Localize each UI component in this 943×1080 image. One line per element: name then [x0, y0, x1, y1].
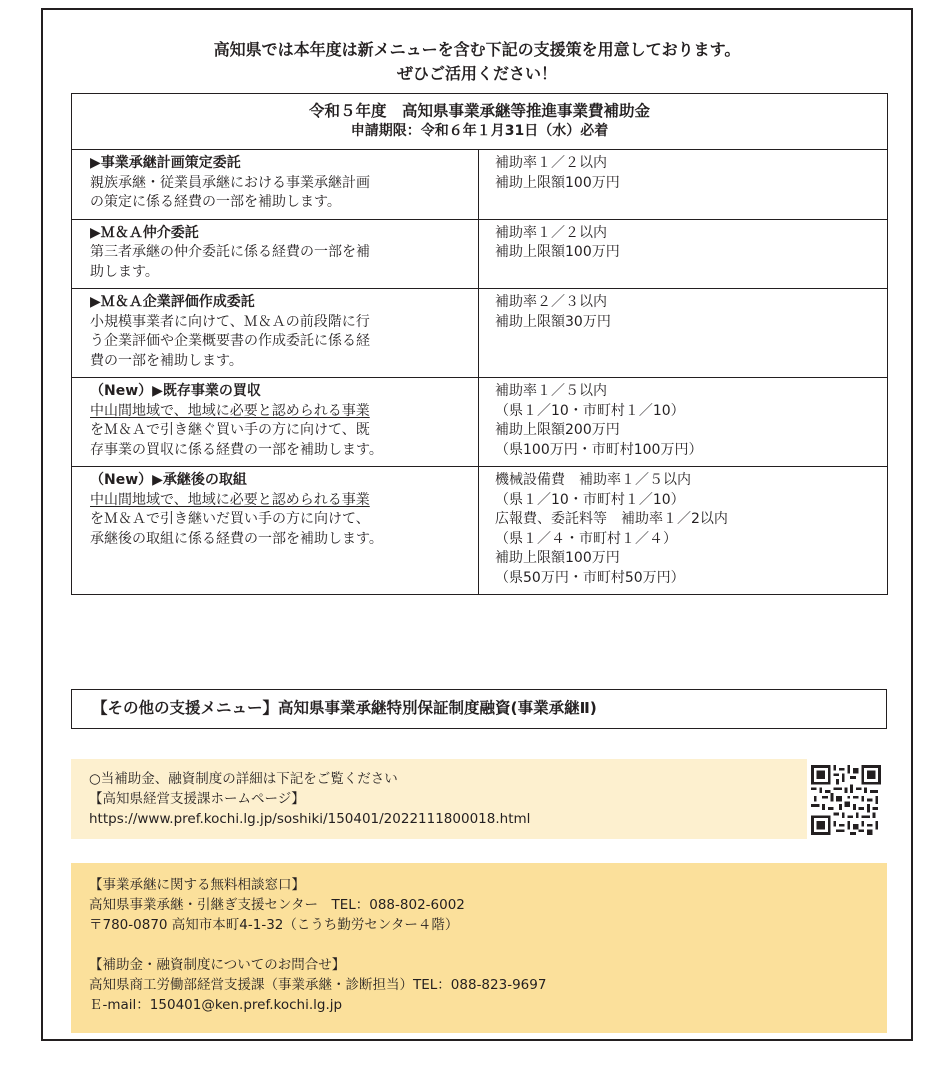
grant-table [71, 93, 888, 595]
item-desc-line: の策定に係る経費の一部を補助します。 [90, 194, 341, 210]
row-rate-cell [479, 378, 888, 467]
row-rate-cell [479, 219, 888, 289]
item-desc-underlined: 中山間地域で、地域に必要と認められる事業 [90, 402, 370, 419]
rate-line: 補助率１／２以内 [495, 155, 607, 171]
item-desc-line: 親族承継・従業員承継における事業承継計画 [90, 174, 370, 191]
contact-line: 〒780-0870 高知市本町4-1-32（こうち勤労センター４階） [89, 917, 459, 933]
intro-heading [43, 38, 911, 86]
grant-table-header [72, 94, 888, 150]
intro-line-1: 高知県では本年度は新メニューを含む下記の支援策を用意しております。 [213, 40, 741, 59]
rate-line: 補助上限額30万円 [495, 313, 611, 330]
table-row [72, 467, 888, 595]
qr-code-icon [811, 765, 881, 835]
row-rate-cell [479, 150, 888, 220]
rate-line: 広報費、委託料等 補助率１／2以内 [495, 511, 728, 527]
rate-line: 補助上限額200万円 [495, 422, 620, 438]
item-title: ▶事業承継計画策定委託 [90, 155, 241, 171]
rate-line: 補助上限額100万円 [495, 244, 620, 260]
row-description-cell [72, 289, 479, 378]
item-desc-line: う企業評価や企業概要書の作成委託に係る経 [90, 333, 370, 349]
consultation-heading: 【事業承継に関する無料相談窓口】 [89, 877, 305, 893]
item-desc-line: 第三者承継の仲介委託に係る経費の一部を補 [90, 244, 370, 260]
intro-line-2: ぜひご活用ください！ [396, 64, 557, 83]
rate-line: （県50万円・市町村50万円） [495, 569, 685, 586]
rate-line: （県100万円・市町村100万円） [495, 441, 703, 458]
info-line: 【高知県経営支援課ホームページ】 [89, 791, 305, 807]
homepage-url-link[interactable]: https://www.pref.kochi.lg.jp/soshiki/150401/2022111800018.html [89, 811, 531, 827]
rate-line: （県１／４・市町村１／４） [495, 530, 677, 547]
other-support-menu: 【その他の支援メニュー】高知県事業承継特別保証制度融資(事業承継Ⅱ) [71, 689, 887, 729]
table-row [72, 150, 888, 220]
item-desc-line: をＭ＆Ａで引き継ぐ買い手の方に向けて、既 [90, 422, 370, 438]
rate-line: （県１／10・市町村１／10） [495, 402, 685, 419]
contact-info-box [71, 863, 887, 1033]
rate-line: 補助上限額100万円 [495, 550, 620, 566]
rate-line: 補助率１／５以内 [495, 383, 607, 399]
email-link[interactable]: Ｅ-mail：150401@ken.pref.kochi.lg.jp [89, 997, 343, 1013]
contact-line: 高知県事業承継・引継ぎ支援センター TEL：088-802-6002 [89, 897, 465, 913]
item-title: ▶Ｍ＆Ａ企業評価作成委託 [90, 294, 255, 310]
rate-line: （県１／10・市町村１／10） [495, 491, 685, 508]
item-desc-line: をＭ＆Ａで引き継いだ買い手の方に向けて、 [90, 511, 370, 527]
info-line: ○当補助金、融資制度の詳細は下記をご覧ください [89, 771, 398, 787]
item-title: （New）▶既存事業の買収 [90, 383, 261, 399]
spacer [89, 935, 887, 955]
rate-line: 補助率１／２以内 [495, 224, 607, 241]
row-description-cell [72, 378, 479, 467]
rate-line: 補助率２／３以内 [495, 294, 607, 310]
inquiry-heading: 【補助金・融資制度についてのお問合せ】 [89, 957, 346, 973]
item-desc-line: 承継後の取組に係る経費の一部を補助します。 [90, 530, 383, 547]
contact-line: 高知県商工労働部経営支援課（事業承継・診断担当）TEL：088-823-9697 [89, 977, 547, 993]
rate-line: 補助上限額100万円 [495, 174, 620, 191]
row-description-cell [72, 219, 479, 289]
item-desc-line: 存事業の買収に係る経費の一部を補助します。 [90, 441, 383, 458]
grant-title: 令和５年度 高知県事業承継等推進事業費補助金 [309, 102, 651, 120]
row-description-cell [72, 150, 479, 220]
item-desc-line: 助します。 [90, 263, 159, 280]
item-desc-line: 費の一部を補助します。 [90, 352, 243, 369]
rate-line: 機械設備費 補助率１／５以内 [495, 472, 691, 488]
row-rate-cell [479, 467, 888, 595]
flyer-frame [41, 8, 913, 1041]
table-row [72, 378, 888, 467]
item-title: ▶Ｍ＆Ａ仲介委託 [90, 224, 199, 241]
table-row [72, 219, 888, 289]
table-row [72, 289, 888, 378]
item-desc-underlined: 中山間地域で、地域に必要と認められる事業 [90, 491, 370, 508]
item-title: （New）▶承継後の取組 [90, 472, 247, 488]
details-info-box [71, 759, 807, 839]
row-description-cell [72, 467, 479, 595]
grant-deadline: 申請期限：令和６年１月31日（水）必着 [350, 123, 609, 139]
item-desc-line: 小規模事業者に向けて、Ｍ＆Ａの前段階に行 [90, 313, 370, 330]
row-rate-cell [479, 289, 888, 378]
